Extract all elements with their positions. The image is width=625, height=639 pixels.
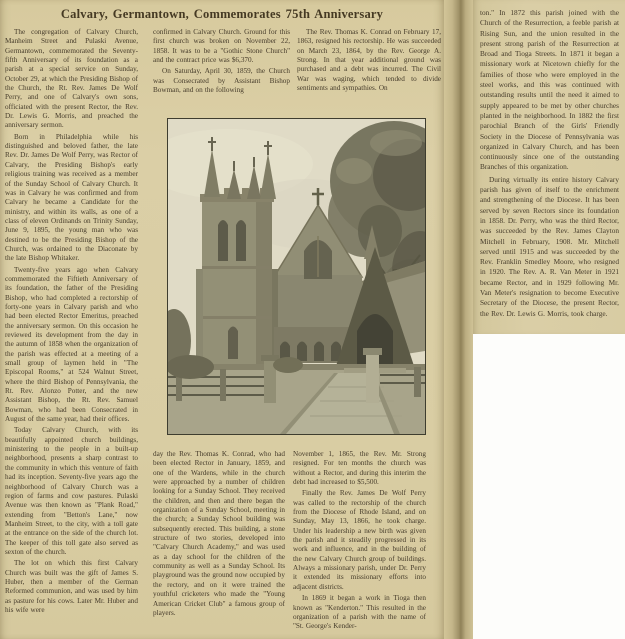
- article-column-5: [293, 450, 426, 636]
- paragraph: Finally the Rev. James De Wolf Perry was called to the rectorship of the church from the Diocese of Rhode Island, and on Sunday, May 13, 1866, he took charge. Under his leadership a new birth was given the parish and it steadily progressed in its work and influence, and in the building of the new Calvary Church group of buildings. Always a missionary parish, under Dr. Perry it extended its missionary efforts into adjacent districts.: [293, 489, 426, 591]
- facing-page-column: [480, 8, 619, 330]
- article-column-3: [297, 28, 441, 117]
- right-page: [473, 0, 625, 334]
- article-title: Calvary, Germantown, Commemorates 75th Anniversary: [60, 7, 384, 21]
- scanner-background: [473, 334, 625, 639]
- paragraph: ton." In 1872 this parish joined with the Church of the Resurrection, a feeble parish at Rising Sun, and the union resulted in the present strong parish of the Resurrection at Broad and Tioga Streets. In 1871 it began a missionary work at Nicetown chiefly for the families of those who were employed in the steel works, and this was continued with outstanding results until the need it aimed to supply appeared to be met by other churches planted in the neighborhood. In 1882 the first parochial Branch of the Girls' Friendly Society in the Diocese of Pennsylvania was organized in Calvary Church, and has been continuously since one of the outstanding Branches of this organization.: [480, 8, 619, 172]
- paragraph: day the Rev. Thomas K. Conrad, who had been elected Rector in January, 1859, and one of the Wardens, while in the church were approached by a number of children looking for a Sunday School. They received the children, and then and there began the organization of a Sunday School, meeting in the church; a Sunday School building was subsequently erected. This building, a stone structure of two stories, developed into "Calvary Church Academy," and was used as a day school for the children of the community as well as a Sunday School. Its playground was the ground now occupied by the rectory, and on it were trained the youthful cricketers who made the "Young American Cricket Club" a famous group of players.: [153, 450, 285, 617]
- paragraph: During virtually its entire history Calvary parish has given of itself to the enrichment and strengthening of the Diocese. It has been served by seven Rectors since its foundation in 1858. Dr. Perry, who was the third Rector, was succeeded by the Rev. James Clayton Mitchell in February, 1908. Mr. Mitchell served until 1915 and was succeeded by the Rev. Franklin Smedley Moore, who resigned in 1920. The Rev. A. R. Van Meter in 1921 became Rector, and in 1929 following Mr. Van Meter's resignation to become Executive Secretary of the Diocese, the present Rector, the Rev. Dr. Lewis G. Morris, took charge.: [480, 174, 619, 318]
- church-photo: [167, 118, 426, 435]
- paragraph: The lot on which this first Calvary Church was built was the gift of James S. Huber, then a member of the German Reformed communion, and was used by him as pasture for his cows. Later Mr. Huber and his wife were: [5, 559, 138, 614]
- article-column-2: [153, 28, 290, 117]
- paragraph: November 1, 1865, the Rev. Mr. Strong resigned. For ten months the church was without a Rector, and during this interim the debt had increased to $5,500.: [293, 450, 426, 487]
- paragraph: confirmed in Calvary Church. Ground for this first church was broken on November 22, 1858. It was to be a "Gothic Stone Church" and the contract price was $6,370.: [153, 28, 290, 65]
- paragraph: On Saturday, April 30, 1859, the Church was Consecrated by Assistant Bishop Bowman, and on the following: [153, 67, 290, 95]
- article-column-4: [153, 450, 285, 636]
- paragraph: The Rev. Thomas K. Conrad on February 17, 1863, resigned his rectorship. He was succeeded on March 23, 1864, by the Rev. George A. Strong. In that year additional ground was purchased and a debt was incurred. The Civil War was waging, which tended to divide sentiments and sympathies. On: [297, 28, 441, 93]
- page-gutter: [444, 0, 473, 639]
- paragraph: Twenty-five years ago when Calvary commemorated the Fiftieth Anniversary of its foundation, the father of the Presiding Bishop, who had completed a rectorship of forty-one years in Calvary parish and who had been elected Rector Emeritus, preached the anniversary sermon. On this occasion he reviewed its development from the day in the autumn of 1858 when the organization of the parish was effected at a meeting of a small group of laymen held in "The Episcopal Rooms," at 524 Walnut Street, where the third Bishop of Pennsylvania, the Rt. Rev. Alonzo Potter, and the new Assistant Bishop, the Rt. Rev. Samuel Bowman, who had been Consecrated in August of the same year, had their offices.: [5, 265, 138, 424]
- paragraph: Today Calvary Church, with its beautifully appointed church buildings, ministering to the people in a built-up neighborhood, presents a sharp contrast to the community in which this venture of faith had its inception. Seventy-five years ago the neighborhood of Calvary Church was a region of farms and cow pastures. Pulaski Avenue was then known as "Plank Road," extending from "Betton's Lane," now Manheim Street, to the city, with a toll gate at the entrance on the side of the church lot. The keeper of this toll gate also served as sexton of the church.: [5, 426, 138, 556]
- church-photo-illustration: [168, 119, 425, 434]
- paragraph: The congregation of Calvary Church, Manheim Street and Pulaski Avenue, Germantown, commemorated the Seventy-fifth Anniversary of its foundation as a parish at a special service on Sunday, October 29, at which the Presiding Bishop of the Church, the Rt. Rev. James De Wolf Perry, and one of Calvary's own sons, officiated with the present Rector, the Rev. Dr. Lewis G. Morris, and preached the anniversary sermon.: [5, 28, 138, 130]
- article-column-1: [5, 28, 138, 634]
- paragraph: In 1869 it began a work in Tioga then known as "Kenderton." This resulted in the organization of a parish with the name of "St. George's Kender-: [293, 594, 426, 631]
- paragraph: Born in Philadelphia while his distinguished and beloved father, the late Rev. Dr. James De Wolf Perry, was Rector of Calvary, the Presiding Bishop's early religious training was received as a member of the Sunday School of Calvary Church. It was in Calvary he was confirmed and from Calvary he became a Candidate for the ministry, and within its walls, as one of a class of eleven Ordinands on Trinity Sunday, June 9, 1895, the young man who was destined to be the Presiding Bishop of the Church, was ordained to the Diaconate by the late Bishop Whitaker.: [5, 132, 138, 263]
